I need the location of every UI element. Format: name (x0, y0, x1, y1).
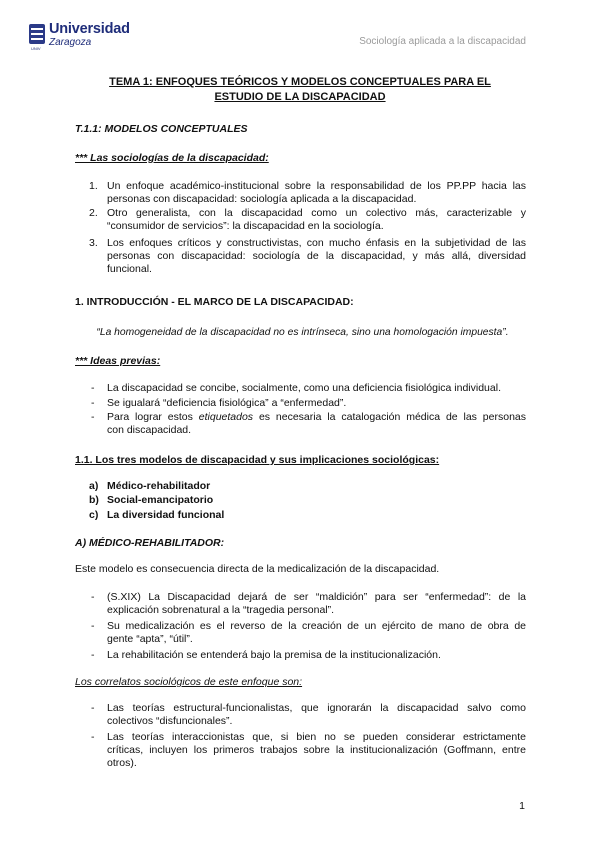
list-number: 3. (89, 237, 98, 249)
model-item: Médico-rehabilitador (107, 480, 211, 492)
bullet: - (91, 620, 95, 632)
page-number: 1 (519, 800, 525, 812)
list-item: La discapacidad se concibe, socialmente, como una deficiencia fisiológica individual. (107, 382, 501, 394)
list-item: Los enfoques críticos y constructivistas, con mucho énfasis en la subjetividad de las personas con discapacidad: sociología de la discapacidad, y más allá, diversidad funcional. (107, 237, 526, 276)
bullet: - (91, 702, 95, 714)
list-letter: b) (89, 494, 99, 506)
course-name: Sociología aplicada a la discapacidad (359, 36, 526, 47)
university-subtitle: UNIV (31, 46, 41, 51)
section-heading-introduccion: 1. INTRODUCCIÓN - EL MARCO DE LA DISCAPACIDAD: (75, 296, 354, 308)
list-item: Otro generalista, con la discapacidad como un colectivo más, caracterizable y “consumidor de servicios”: la discapacidad en la sociología. (107, 207, 526, 233)
correlates-heading: Los correlatos sociológicos de este enfoque son: (75, 676, 303, 688)
list-item: (S.XIX) La Discapacidad dejará de ser “maldición” para ser “enfermedad”: de la explicación sobrenatural a la “tragedia personal”. (107, 591, 526, 617)
section-heading-ideas-previas: *** Ideas previas: (75, 355, 161, 367)
list-item: Su medicalización es el reverso de la creación de un ejército de mano de obra de gente “apta”, “útil”. (107, 620, 526, 646)
section-heading-sociologias: *** Las sociologías de la discapacidad: (75, 152, 269, 164)
section-heading-tres-modelos: 1.1. Los tres modelos de discapacidad y sus implicaciones sociológicas: (75, 454, 440, 466)
list-item: La rehabilitación se entenderá bajo la premisa de la institucionalización. (107, 649, 441, 661)
university-name: Universidad (49, 21, 130, 37)
bullet: - (91, 382, 95, 394)
quote: “La homogeneidad de la discapacidad no es intrínseca, sino una homologación impuesta”. (96, 327, 509, 338)
list-item: Las teorías estructural-funcionalistas, que ignorarán la discapacidad salvo como colectivos “disfuncionales”. (107, 702, 526, 728)
bullet: - (91, 411, 95, 423)
model-item: La diversidad funcional (107, 509, 225, 521)
list-letter: a) (89, 480, 99, 492)
section-heading-modelos: T.1.1: MODELOS CONCEPTUALES (75, 123, 248, 135)
university-city: Zaragoza (49, 37, 92, 48)
paragraph-intro: Este modelo es consecuencia directa de la medicalización de la discapacidad. (75, 563, 440, 575)
section-heading-medico: A) MÉDICO-REHABILITADOR: (75, 537, 225, 549)
list-number: 2. (89, 207, 98, 219)
bullet: - (91, 731, 95, 743)
list-letter: c) (89, 509, 99, 521)
list-item: Un enfoque académico-institucional sobre la responsabilidad de los PP.PP hacia las personas con discapacidad: sociología aplicada a la discapacidad. (107, 180, 526, 206)
list-number: 1. (89, 180, 98, 192)
list-item: Se igualará “deficiencia fisiológica” a “enfermedad”. (107, 397, 347, 409)
bullet: - (91, 649, 95, 661)
page-title: TEMA 1: ENFOQUES TEÓRICOS Y MODELOS CONCEPTUALES PARA EL ESTUDIO DE LA DISCAPACIDAD (109, 76, 491, 103)
bullet: - (91, 397, 95, 409)
list-item: Para lograr estos etiquetados es necesaria la catalogación médica de las personas con discapacidad. (107, 411, 526, 437)
bullet: - (91, 591, 95, 603)
university-crest-icon (29, 24, 45, 44)
list-item: Las teorías interaccionistas que, si bien no se pueden considerar estrictamente críticas, incluyen los primeros trabajos sobre la institucionalización (Goffmann, entre otros). (107, 731, 526, 770)
model-item: Social-emancipatorio (107, 494, 214, 506)
